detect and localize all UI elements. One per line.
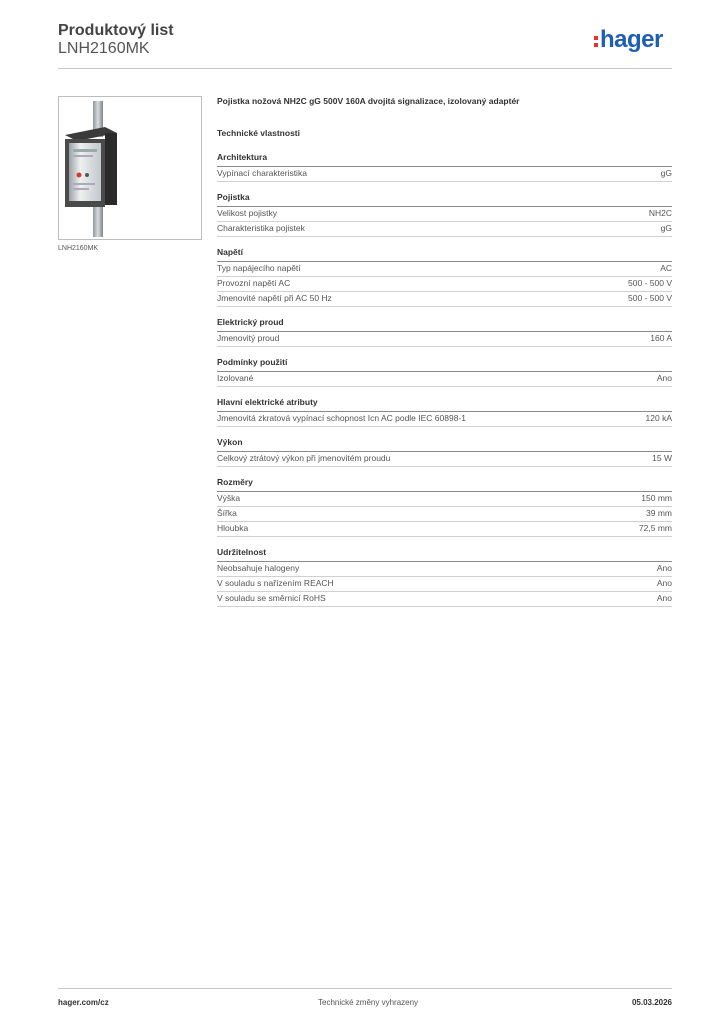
spec-row [217,372,672,387]
spec-group-title: Výkon [217,437,672,452]
spec-label: Šířka [217,508,237,518]
spec-group-title: Pojistka [217,192,672,207]
spec-group-title: Architektura [217,152,672,167]
spec-content [217,96,672,607]
spec-row [217,222,672,237]
spec-group [217,357,672,387]
spec-group-title: Napětí [217,247,672,262]
spec-value: AC [660,263,672,273]
logo-text: hager [600,26,663,53]
spec-label: Výška [217,493,241,503]
image-caption: LNH2160MK [58,245,99,252]
spec-row [217,452,672,467]
spec-label: Jmenovitý proud [217,333,280,343]
product-code: LNH2160MK [58,40,150,57]
spec-value: 160 A [650,333,672,343]
spec-row [217,332,672,347]
spec-row [217,592,672,607]
spec-group [217,247,672,307]
spec-group-title: Podmínky použití [217,357,672,372]
spec-value: Ano [656,373,672,383]
spec-label: Vypínací charakteristika [217,168,307,178]
spec-label: Jmenovité napětí při AC 50 Hz [217,293,332,303]
spec-label: V souladu s nařízením REACH [217,578,334,588]
spec-label: Provozní napětí AC [217,278,291,288]
spec-label: Charakteristika pojistek [217,223,305,233]
spec-group [217,547,672,607]
spec-value: 39 mm [646,508,672,518]
product-description: Pojistka nožová NH2C gG 500V 160A dvojitá signalizace, izolovaný adaptér [217,96,520,106]
logo-dots-icon [594,28,598,52]
spec-group-title: Udržitelnost [217,547,672,562]
spec-row [217,167,672,182]
spec-value: Ano [656,563,672,573]
spec-group-title: Rozměry [217,477,672,492]
spec-row [217,492,672,507]
spec-row [217,292,672,307]
footer-notice: Technické změny vyhrazeny [318,998,419,1007]
spec-label: Velikost pojistky [217,208,277,218]
hager-logo[interactable] [594,28,663,52]
section-title: Technické vlastnosti [217,128,300,138]
product-image [58,96,202,240]
spec-label: Neobsahuje halogeny [217,563,300,573]
page-title: Produktový list [58,22,174,39]
spec-row [217,577,672,592]
spec-row [217,412,672,427]
spec-label: Celkový ztrátový výkon při jmenovitém proudu [217,453,391,463]
spec-group [217,437,672,467]
spec-value: 15 W [652,453,672,463]
spec-value: gG [660,168,672,178]
spec-value: 150 mm [641,493,672,503]
spec-row [217,562,672,577]
header-divider [58,68,672,69]
spec-group [217,397,672,427]
spec-groups [217,152,672,607]
spec-row [217,507,672,522]
spec-group-title: Elektrický proud [217,317,672,332]
spec-group-title: Hlavní elektrické atributy [217,397,672,412]
footer-website-link[interactable]: hager.com/cz [58,998,109,1007]
spec-row [217,207,672,222]
spec-value: 500 - 500 V [628,278,672,288]
footer-date: 05.03.2026 [631,998,672,1007]
spec-value: NH2C [648,208,672,218]
spec-label: Izolované [217,373,254,383]
spec-value: 72,5 mm [638,523,672,533]
spec-label: Jmenovitá zkratová vypínací schopnost Icn AC podle IEC 60898-1 [217,413,466,423]
spec-value: Ano [656,593,672,603]
spec-group [217,152,672,182]
footer-divider [58,988,672,989]
spec-value: gG [660,223,672,233]
spec-value: 500 - 500 V [628,293,672,303]
spec-label: Hloubka [217,523,249,533]
spec-value: Ano [656,578,672,588]
spec-label: Typ napájecího napětí [217,263,301,273]
fuse-illustration-icon [59,97,201,239]
spec-group [217,192,672,237]
spec-group [217,317,672,347]
spec-group [217,477,672,537]
spec-row [217,262,672,277]
spec-value: 120 kA [645,413,672,423]
spec-label: V souladu se směrnicí RoHS [217,593,326,603]
spec-row [217,277,672,292]
spec-row [217,522,672,537]
